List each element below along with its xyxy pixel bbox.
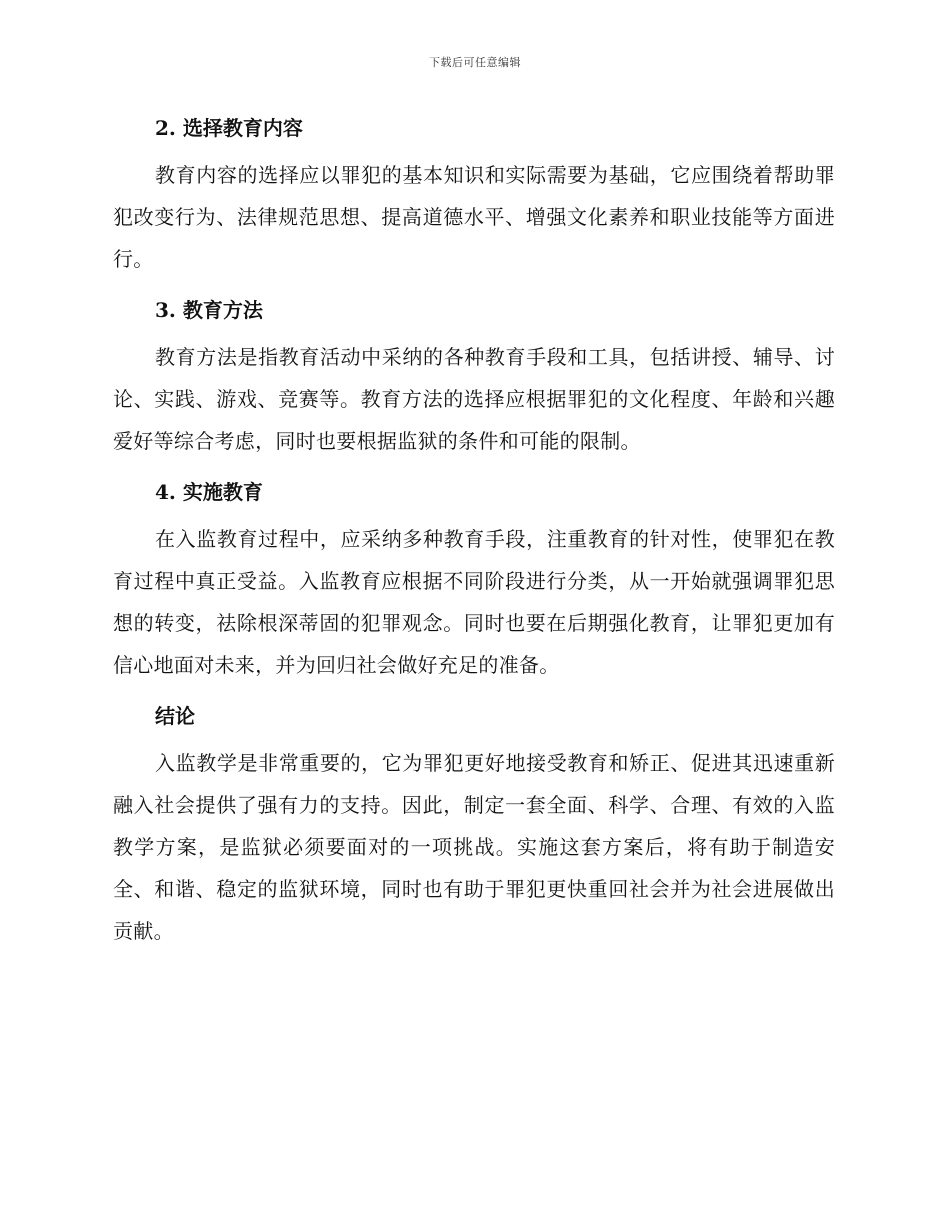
section-paragraph-teaching-methods: 教育方法是指教育活动中采纳的各种教育手段和工具，包括讲授、辅导、讨论、实践、游戏、竞赛等。教育方法的选择应根据罪犯的文化程度、年龄和兴趣爱好等综合考虑，同时也要根据监狱的条件和可能的限制。 (113, 345, 835, 453)
section-heading-implementation: 4. 实施教育 (155, 480, 263, 504)
section-heading-conclusion: 结论 (155, 704, 195, 728)
section-paragraph-conclusion: 入监教学是非常重要的，它为罪犯更好地接受教育和矫正、促进其迅速重新融入社会提供了强有力的支持。因此，制定一套全面、科学、合理、有效的入监教学方案，是监狱必须要面对的一项挑战。实施这套方案后，将有助于制造安全、和谐、稳定的监狱环境，同时也有助于罪犯更快重回社会并为社会进展做出贡献。 (113, 751, 835, 943)
section-heading-content-selection: 2. 选择教育内容 (155, 116, 303, 140)
section-paragraph-content-selection: 教育内容的选择应以罪犯的基本知识和实际需要为基础，它应围绕着帮助罪犯改变行为、法律规范思想、提高道德水平、增强文化素养和职业技能等方面进行。 (113, 163, 835, 271)
section-heading-teaching-methods: 3. 教育方法 (155, 298, 263, 322)
page-header-note: 下载后可任意编辑 (429, 56, 521, 69)
document-body (113, 108, 835, 962)
section-paragraph-implementation: 在入监教育过程中，应采纳多种教育手段，注重教育的针对性，使罪犯在教育过程中真正受益。入监教育应根据不同阶段进行分类，从一开始就强调罪犯思想的转变，祛除根深蒂固的犯罪观念。同时也要在后期强化教育，让罪犯更加有信心地面对未来，并为回归社会做好充足的准备。 (113, 527, 835, 677)
